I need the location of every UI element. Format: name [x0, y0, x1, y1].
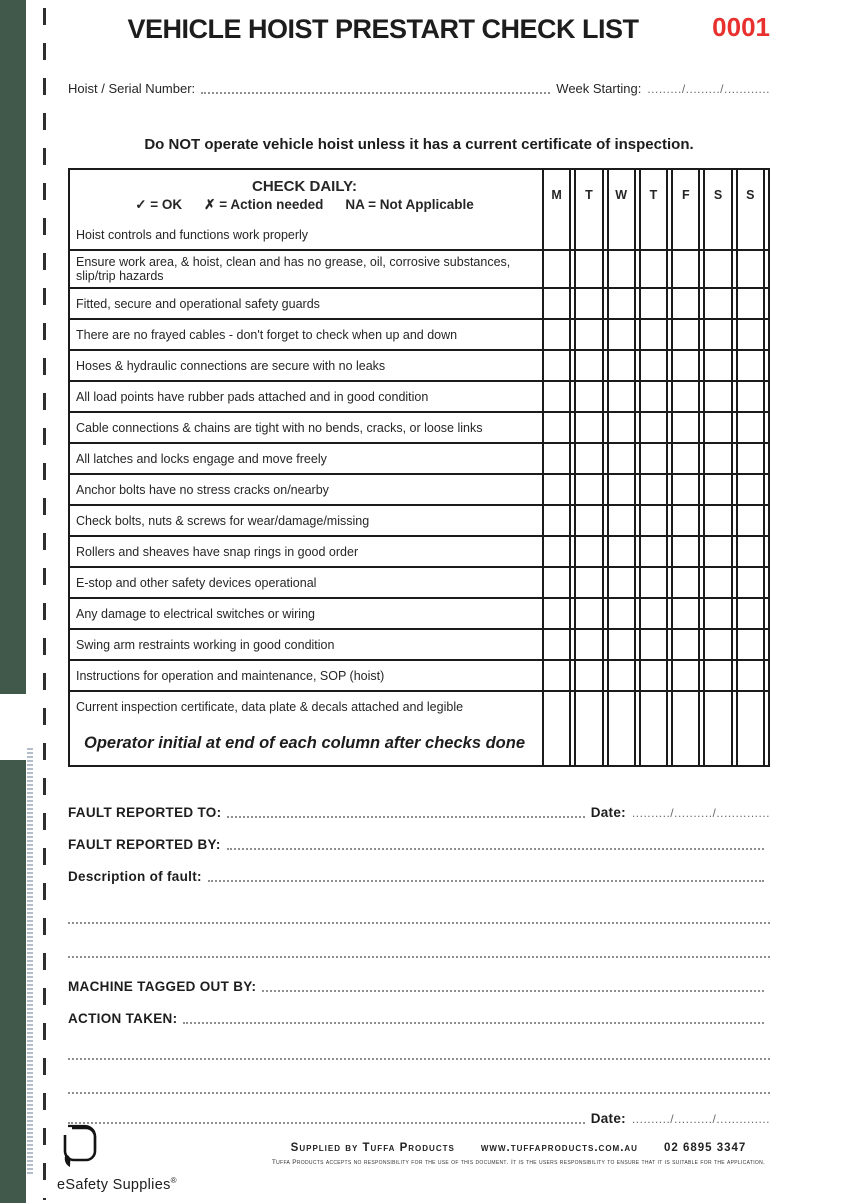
check-cell [607, 721, 636, 765]
machine-tagged-out-row [68, 980, 770, 994]
tagout-date-label: Date: [590, 1111, 626, 1126]
check-cell [607, 506, 636, 535]
check-row [70, 349, 768, 380]
check-item-text: All load points have rubber pads attached and in good condition [76, 389, 429, 404]
check-cell [639, 220, 668, 249]
supplier-name: Supplied by Tuffa Products [290, 1142, 455, 1154]
check-row [70, 411, 768, 442]
check-cell [542, 251, 571, 287]
check-cell [736, 475, 765, 504]
esafety-logo [57, 1124, 187, 1193]
check-day-cells [539, 630, 768, 659]
check-cell [542, 630, 571, 659]
check-cell [574, 661, 603, 690]
supplier-website: www.tuffaproducts.com.au [480, 1142, 638, 1154]
check-cell [736, 220, 765, 249]
check-cell [736, 692, 765, 721]
fault-section [68, 806, 770, 976]
check-row [70, 318, 768, 349]
check-cell [542, 320, 571, 349]
check-cell [639, 444, 668, 473]
machine-tagged-out-writein-line [262, 978, 764, 992]
check-cell [542, 506, 571, 535]
check-row [70, 597, 768, 628]
tagout-section [68, 980, 770, 1144]
check-cell [574, 475, 603, 504]
check-day-cells [539, 444, 768, 473]
check-cell [703, 382, 732, 411]
day-header-thu: T [639, 170, 668, 220]
check-cell [542, 568, 571, 597]
check-cell [671, 351, 700, 380]
registered-mark: ® [170, 1176, 177, 1185]
supplier-line [188, 1142, 841, 1154]
check-day-cells [539, 289, 768, 318]
check-cell [671, 692, 700, 721]
warning-text: Do NOT operate vehicle hoist unless it has a current certificate of inspection. [144, 136, 694, 153]
check-cell [574, 251, 603, 287]
week-starting-date-line: ........./........./............ [647, 82, 770, 96]
operator-initial-row [70, 721, 768, 765]
check-cell [736, 661, 765, 690]
check-cell [671, 475, 700, 504]
check-item-text: E-stop and other safety devices operational [76, 575, 317, 590]
check-item-text: Cable connections & chains are tight with no bends, cracks, or loose links [76, 420, 483, 435]
machine-tagged-out-label: MACHINE TAGGED OUT BY: [68, 979, 257, 994]
check-cell [703, 599, 732, 628]
check-cell [607, 351, 636, 380]
check-cell [574, 568, 603, 597]
check-day-cells [539, 413, 768, 442]
serial-week-row [68, 80, 770, 96]
check-item-text: Any damage to electrical switches or wiring [76, 606, 315, 621]
check-day-cells [539, 220, 768, 249]
check-cell [736, 320, 765, 349]
check-day-cells [539, 568, 768, 597]
check-day-cells [539, 537, 768, 566]
form-header [68, 12, 770, 45]
check-cell [703, 220, 732, 249]
fault-description-row [68, 870, 770, 884]
check-cell [639, 506, 668, 535]
hoist-serial-writein-line [201, 80, 550, 94]
check-cell [736, 630, 765, 659]
check-cell [736, 506, 765, 535]
hoist-serial-label: Hoist / Serial Number: [68, 81, 196, 96]
check-cell [574, 413, 603, 442]
check-cell [574, 537, 603, 566]
page-title: VEHICLE HOIST PRESTART CHECK LIST [127, 14, 639, 44]
check-cell [639, 599, 668, 628]
check-cell [671, 721, 700, 765]
check-cell [671, 251, 700, 287]
form-serial-number: 0001 [712, 12, 770, 42]
day-header-cells [539, 170, 768, 220]
check-item-text: Instructions for operation and maintenance, SOP (hoist) [76, 668, 385, 683]
check-cell [736, 599, 765, 628]
check-day-cells [539, 692, 768, 721]
check-cell [607, 320, 636, 349]
check-row [70, 659, 768, 690]
day-header-wed: W [607, 170, 636, 220]
check-cell [736, 351, 765, 380]
check-cell [703, 568, 732, 597]
check-day-cells [539, 475, 768, 504]
fault-description-writein-line [208, 868, 764, 882]
action-taken-writein-line [183, 1010, 764, 1024]
fault-reported-to-writein-line [227, 804, 584, 818]
check-row [70, 220, 768, 249]
action-taken-extra-line [68, 1078, 770, 1094]
check-cell [671, 413, 700, 442]
check-cell [671, 220, 700, 249]
check-cell [671, 568, 700, 597]
action-taken-row [68, 1012, 770, 1026]
check-day-cells [539, 506, 768, 535]
check-cell [607, 382, 636, 411]
esafety-logo-icon [57, 1124, 99, 1170]
check-cell [542, 351, 571, 380]
week-starting-label: Week Starting: [556, 81, 642, 96]
check-cell [671, 444, 700, 473]
check-cell [542, 382, 571, 411]
check-cell [639, 630, 668, 659]
check-cell [607, 599, 636, 628]
page-edge-strip-top [0, 0, 26, 697]
check-cell [574, 289, 603, 318]
day-header-sun: S [736, 170, 765, 220]
check-item-text: Fitted, secure and operational safety guards [76, 296, 320, 311]
check-day-cells [539, 661, 768, 690]
fault-reported-by-label: FAULT REPORTED BY: [68, 837, 221, 852]
check-cell [542, 661, 571, 690]
check-item-text: There are no frayed cables - don't forget to check when up and down [76, 327, 458, 342]
check-item-text: Current inspection certificate, data plate & decals attached and legible [76, 699, 464, 714]
adjacent-page-microtext [27, 748, 33, 1176]
fault-description-extra-line [68, 908, 770, 924]
check-rows [70, 220, 768, 721]
check-cell [671, 630, 700, 659]
check-cell [736, 568, 765, 597]
legend-action-needed: ✗ = Action needed [204, 196, 324, 212]
check-cell [607, 475, 636, 504]
check-cell [574, 220, 603, 249]
check-cell [574, 692, 603, 721]
check-cell [671, 320, 700, 349]
check-day-cells [539, 351, 768, 380]
check-row [70, 535, 768, 566]
check-cell [639, 413, 668, 442]
footer [188, 1142, 841, 1166]
check-cell [703, 506, 732, 535]
check-item-text: Check bolts, nuts & screws for wear/damage/missing [76, 513, 370, 528]
check-cell [574, 630, 603, 659]
check-daily-header-cell [70, 170, 539, 220]
fault-date-label: Date: [590, 805, 626, 820]
check-cell [542, 220, 571, 249]
check-cell [671, 661, 700, 690]
check-cell [703, 661, 732, 690]
check-cell [607, 630, 636, 659]
check-cell [607, 289, 636, 318]
check-cell [671, 537, 700, 566]
check-cell [607, 413, 636, 442]
check-cell [574, 382, 603, 411]
check-cell [574, 599, 603, 628]
check-cell [542, 444, 571, 473]
check-cell [607, 251, 636, 287]
check-cell [671, 382, 700, 411]
check-cell [736, 537, 765, 566]
check-row [70, 442, 768, 473]
check-cell [542, 413, 571, 442]
check-cell [703, 537, 732, 566]
check-row [70, 628, 768, 659]
check-cell [736, 721, 765, 765]
check-table-header [70, 170, 768, 220]
check-day-cells [539, 599, 768, 628]
check-cell [542, 692, 571, 721]
check-cell [736, 444, 765, 473]
check-row [70, 380, 768, 411]
fault-reported-by-writein-line [227, 836, 764, 850]
check-cell [703, 692, 732, 721]
check-cell [542, 289, 571, 318]
check-cell [542, 475, 571, 504]
check-cell [703, 413, 732, 442]
fault-reported-to-row [68, 806, 770, 820]
day-header-sat: S [703, 170, 732, 220]
legend-ok: ✓ = OK [135, 196, 183, 212]
operator-day-cells [539, 721, 768, 765]
tagout-date-line: ........../........../.............. [631, 1112, 770, 1126]
check-day-cells [539, 382, 768, 411]
action-taken-extra-line [68, 1044, 770, 1060]
check-cell [639, 289, 668, 318]
action-taken-label: ACTION TAKEN: [68, 1011, 178, 1026]
check-item-text: All latches and locks engage and move freely [76, 451, 327, 466]
check-cell [639, 475, 668, 504]
check-cell [671, 599, 700, 628]
page-edge-strip-bottom [0, 757, 26, 1203]
supplier-phone: 02 6895 3347 [663, 1142, 747, 1154]
check-day-cells [539, 320, 768, 349]
check-cell [574, 506, 603, 535]
check-cell [671, 289, 700, 318]
check-cell [542, 599, 571, 628]
disclaimer-text: Tuffa Products accepts no responsibility for the use of this document. It is the users responsibility to ensure that it is suitable for the application. [271, 1159, 766, 1166]
check-cell [671, 506, 700, 535]
check-item-text: Hoses & hydraulic connections are secure with no leaks [76, 358, 386, 373]
check-cell [639, 382, 668, 411]
check-cell [607, 661, 636, 690]
check-cell [607, 444, 636, 473]
form-page [68, 0, 770, 1200]
check-cell [703, 475, 732, 504]
check-cell [639, 351, 668, 380]
check-cell [703, 444, 732, 473]
check-daily-title: CHECK DAILY: [251, 177, 357, 195]
tagout-writein-line [68, 1110, 585, 1124]
check-item-text: Swing arm restraints working in good condition [76, 637, 335, 652]
check-cell [607, 220, 636, 249]
check-cell [607, 692, 636, 721]
operator-initial-text: Operator initial at end of each column after checks done [83, 733, 526, 752]
fault-reported-to-label: FAULT REPORTED TO: [68, 805, 222, 820]
day-header-mon: M [542, 170, 571, 220]
check-cell [703, 320, 732, 349]
check-cell [574, 351, 603, 380]
check-day-cells [539, 251, 768, 287]
check-cell [639, 537, 668, 566]
check-cell [639, 721, 668, 765]
check-cell [703, 289, 732, 318]
check-cell [736, 289, 765, 318]
check-item-text: Ensure work area, & hoist, clean and has no grease, oil, corrosive substances, slip/trip hazards [76, 255, 511, 283]
check-cell [639, 251, 668, 287]
check-item-text: Hoist controls and functions work properly [76, 227, 309, 242]
legend-not-applicable: NA = Not Applicable [345, 196, 474, 212]
fault-date-line: ........../........../.............. [631, 806, 770, 820]
check-cell [703, 630, 732, 659]
check-cell [703, 351, 732, 380]
day-header-tue: T [574, 170, 603, 220]
perforation-dash-line [43, 8, 46, 1200]
day-header-fri: F [671, 170, 700, 220]
check-cell [607, 537, 636, 566]
fault-description-label: Description of fault: [68, 869, 202, 884]
check-cell [703, 251, 732, 287]
check-item-text: Rollers and sheaves have snap rings in good order [76, 544, 359, 559]
check-item-text: Anchor bolts have no stress cracks on/nearby [76, 482, 329, 497]
check-row [70, 287, 768, 318]
check-row [70, 473, 768, 504]
check-cell [542, 537, 571, 566]
check-cell [574, 444, 603, 473]
check-row [70, 690, 768, 721]
check-cell [574, 721, 603, 765]
fault-description-extra-line [68, 942, 770, 958]
check-cell [736, 251, 765, 287]
check-cell [574, 320, 603, 349]
check-table [68, 168, 770, 767]
check-cell [607, 568, 636, 597]
check-cell [639, 320, 668, 349]
check-cell [736, 413, 765, 442]
check-legend [135, 197, 474, 213]
esafety-logo-text: eSafety Supplies® [57, 1176, 177, 1193]
check-cell [639, 692, 668, 721]
check-row [70, 504, 768, 535]
check-cell [639, 568, 668, 597]
check-cell [736, 382, 765, 411]
check-cell [703, 721, 732, 765]
check-cell [639, 661, 668, 690]
check-cell [542, 721, 571, 765]
check-row [70, 249, 768, 287]
fault-reported-by-row [68, 838, 770, 852]
check-row [70, 566, 768, 597]
